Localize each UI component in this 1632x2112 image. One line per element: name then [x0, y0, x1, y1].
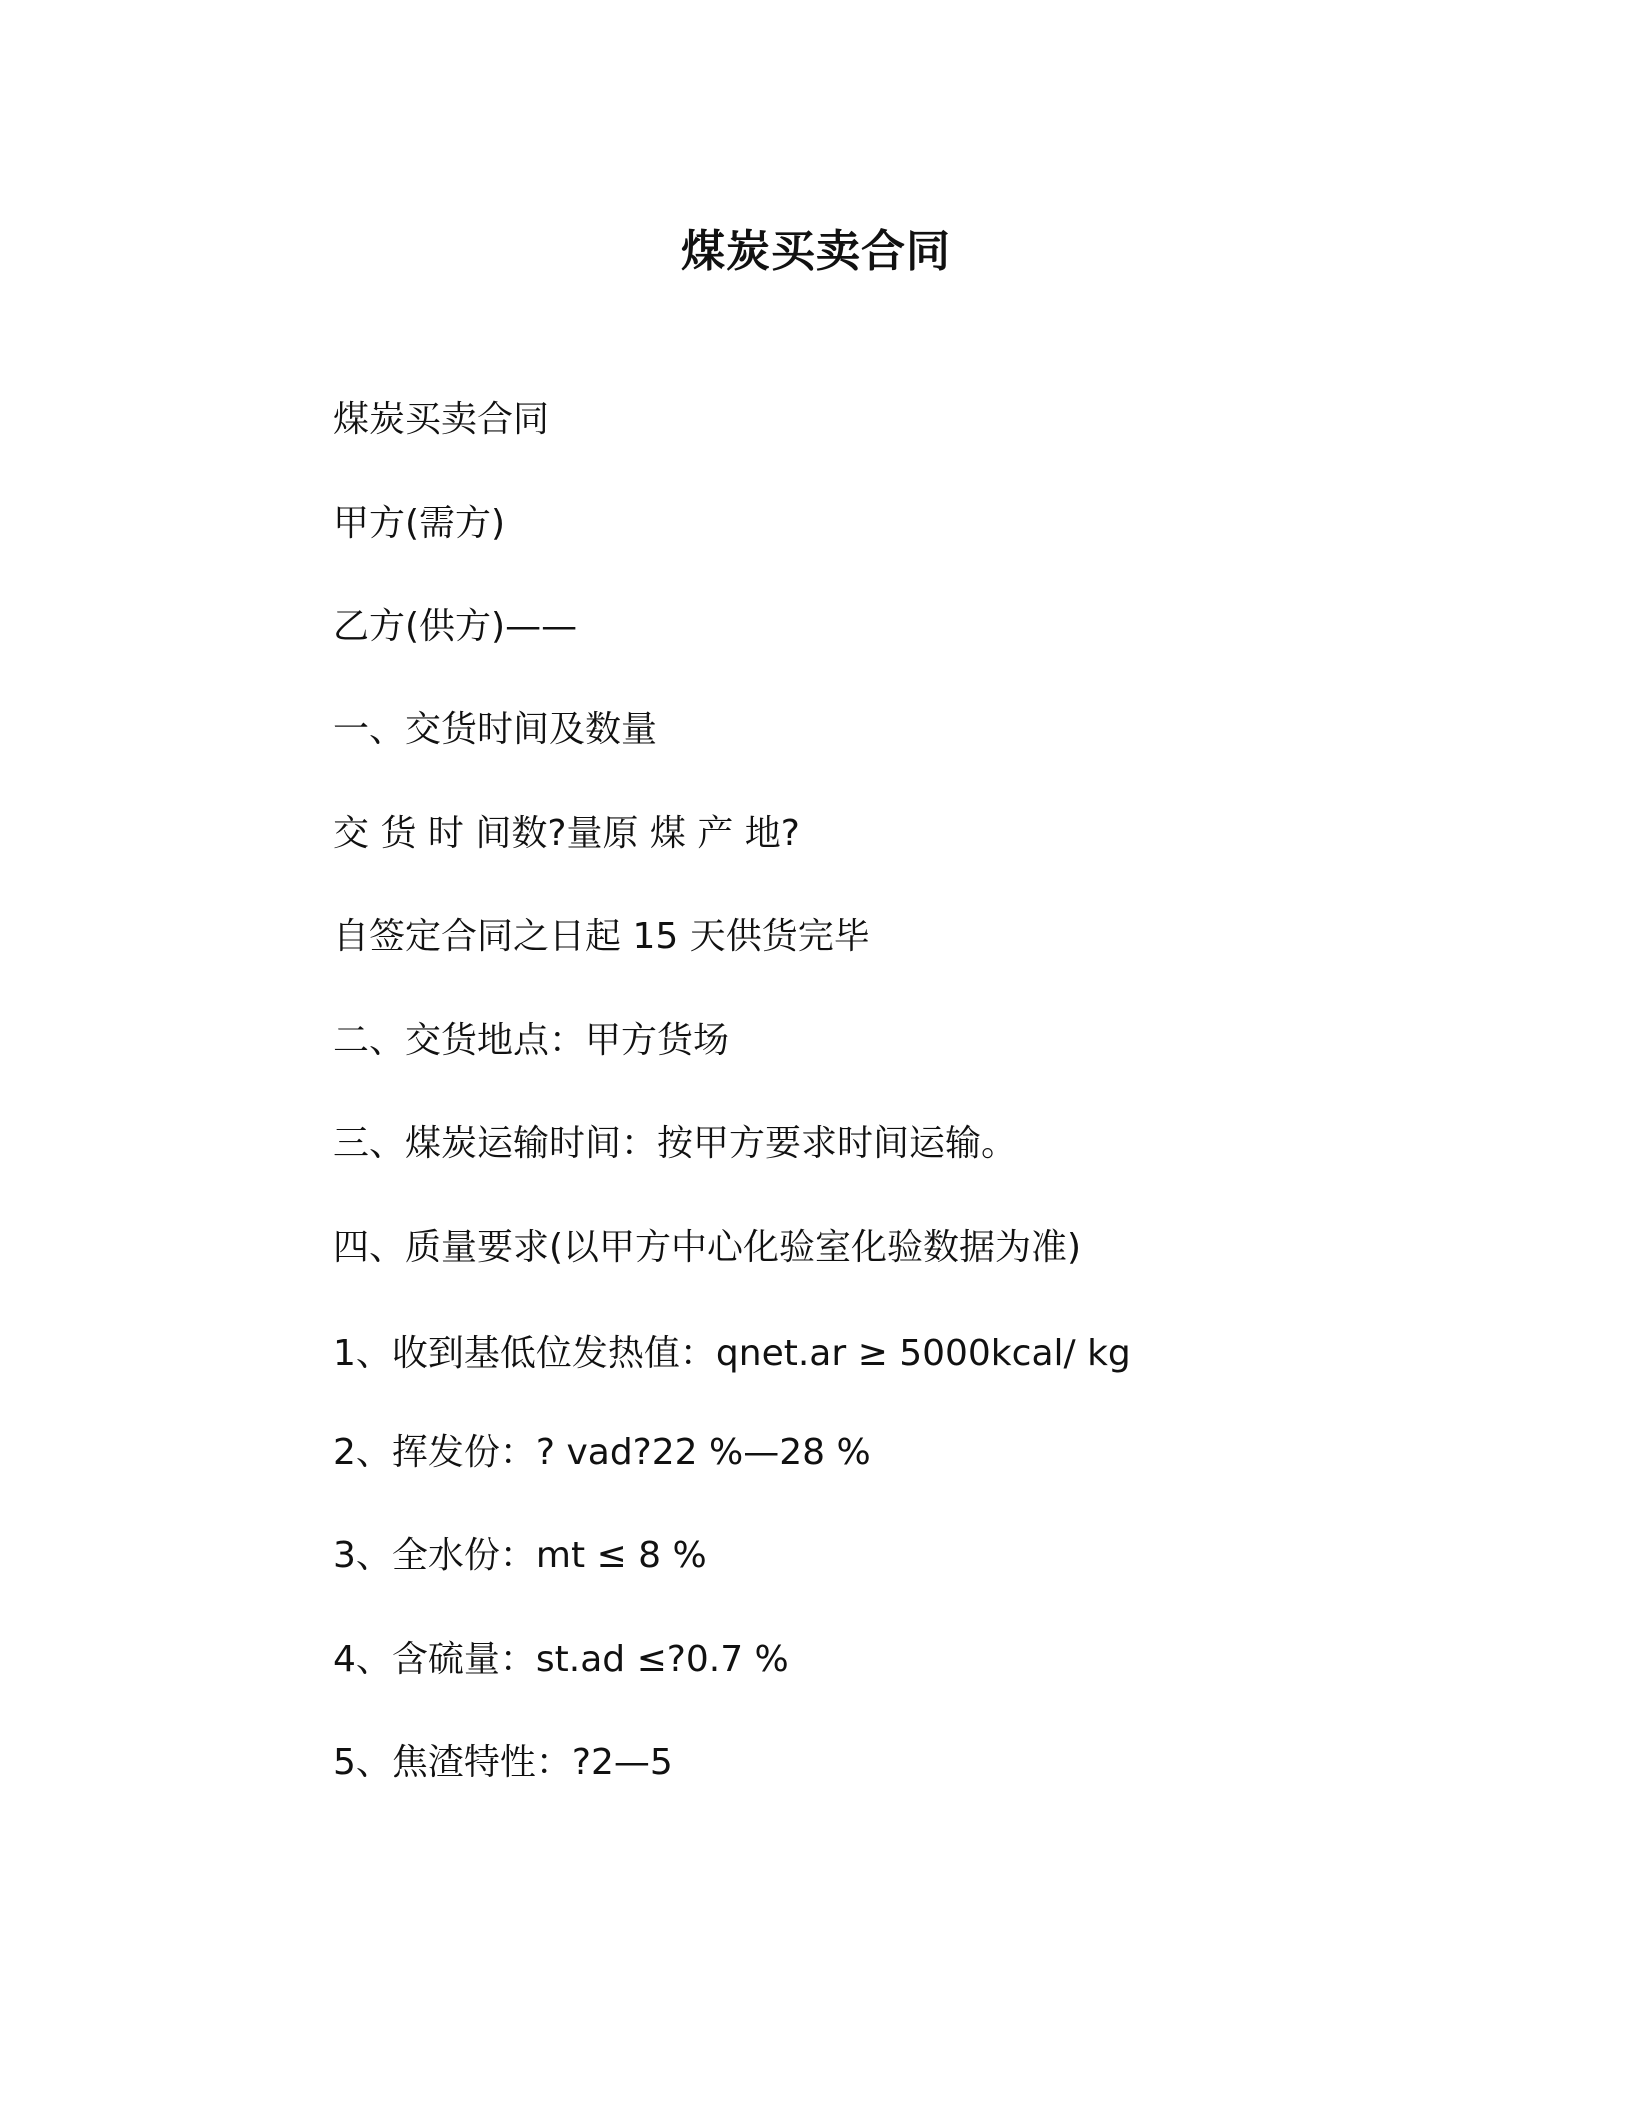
quality-item-sulfur-content: 4、含硫量：st.ad ≤?0.7 % — [333, 1639, 789, 1680]
delivery-term-line: 自签定合同之日起 15 天供货完毕 — [333, 916, 870, 957]
document-title: 煤炭买卖合同 — [681, 226, 951, 277]
section-transport-time: 三、煤炭运输时间：按甲方要求时间运输。 — [333, 1123, 1018, 1164]
party-a-line: 甲方(需方) — [333, 503, 506, 544]
quality-item-volatile-matter: 2、挥发份：? vad?22 %—28 % — [333, 1432, 871, 1473]
quality-item-coke-residue: 5、焦渣特性：?2—5 — [333, 1742, 673, 1783]
section-delivery-time-quantity: 一、交货时间及数量 — [333, 709, 658, 750]
delivery-table-header: 交 货 时 间数?量原 煤 产 地? — [333, 813, 800, 854]
quality-item-calorific-value: 1、收到基低位发热值：qnet.ar ≥ 5000kcal/ kg — [333, 1333, 1131, 1374]
section-delivery-location: 二、交货地点：甲方货场 — [333, 1020, 730, 1061]
party-b-line: 乙方(供方)—— — [333, 606, 578, 647]
section-quality-requirements: 四、质量要求(以甲方中心化验室化验数据为准) — [333, 1227, 1082, 1268]
contract-heading: 煤炭买卖合同 — [333, 399, 550, 440]
quality-item-total-moisture: 3、全水份：mt ≤ 8 % — [333, 1535, 707, 1576]
